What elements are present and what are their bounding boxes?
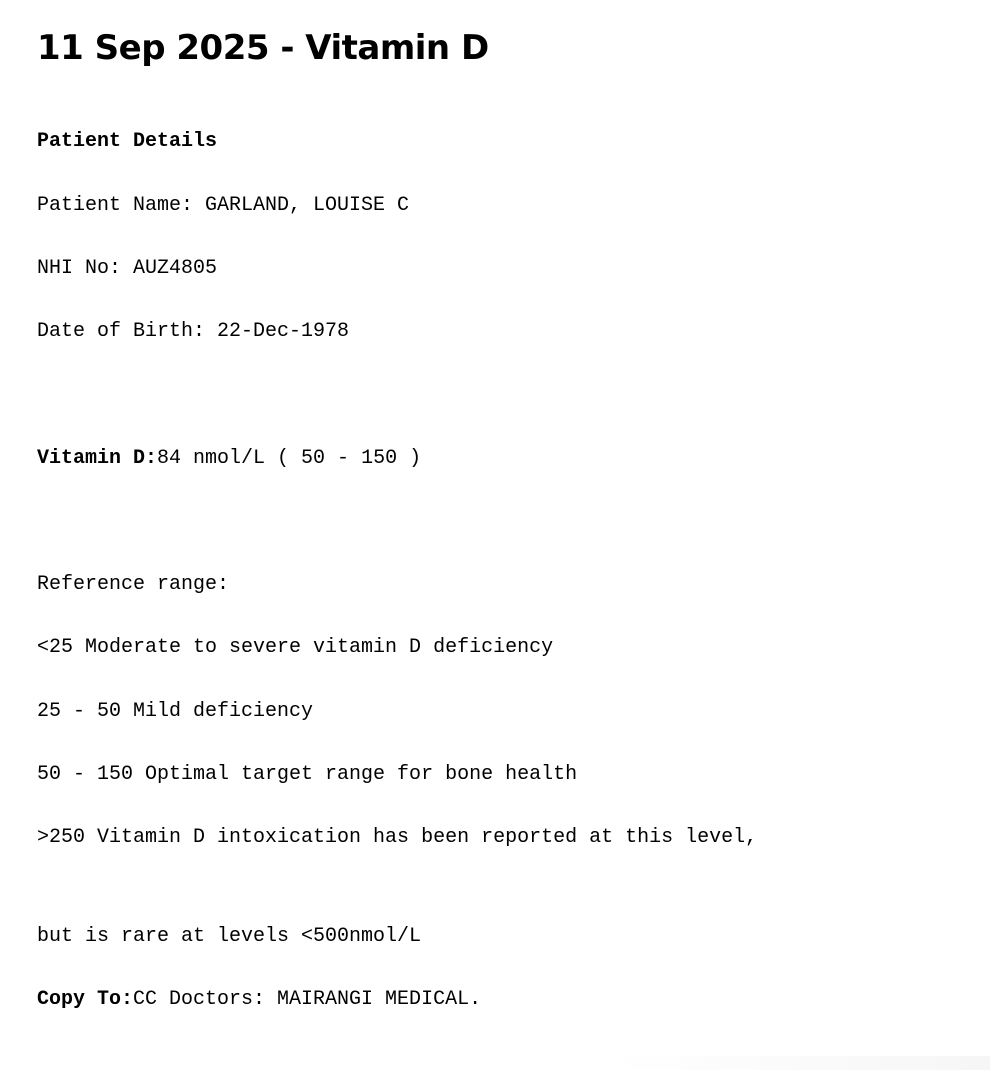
result-label: Vitamin D:	[37, 447, 158, 470]
reference-line: >250 Vitamin D intoxication has been reported at this level,	[37, 826, 758, 849]
result-value: 84 nmol/L ( 50 - 150 )	[157, 447, 422, 470]
copy-to-label: Copy To:	[37, 988, 134, 1011]
copy-to	[37, 982, 481, 1018]
reference-range-heading: Reference range:	[37, 573, 230, 596]
bottom-edge-shadow	[610, 1056, 990, 1070]
reference-line: 25 - 50 Mild deficiency	[37, 700, 314, 723]
patient-details-heading: Patient Details	[37, 130, 218, 153]
nhi-number: NHI No: AUZ4805	[37, 257, 218, 280]
patient-name: Patient Name: GARLAND, LOUISE C	[37, 194, 410, 217]
reference-line: but is rare at levels <500nmol/L	[37, 925, 422, 948]
reference-line: <25 Moderate to severe vitamin D deficiency	[37, 636, 554, 659]
copy-to-value: CC Doctors: MAIRANGI MEDICAL.	[133, 988, 482, 1011]
date-of-birth: Date of Birth: 22-Dec-1978	[37, 320, 350, 343]
page-title: 11 Sep 2025 - Vitamin D	[37, 28, 489, 68]
reference-line: 50 - 150 Optimal target range for bone health	[37, 763, 578, 786]
vitamin-d-result	[37, 441, 421, 477]
